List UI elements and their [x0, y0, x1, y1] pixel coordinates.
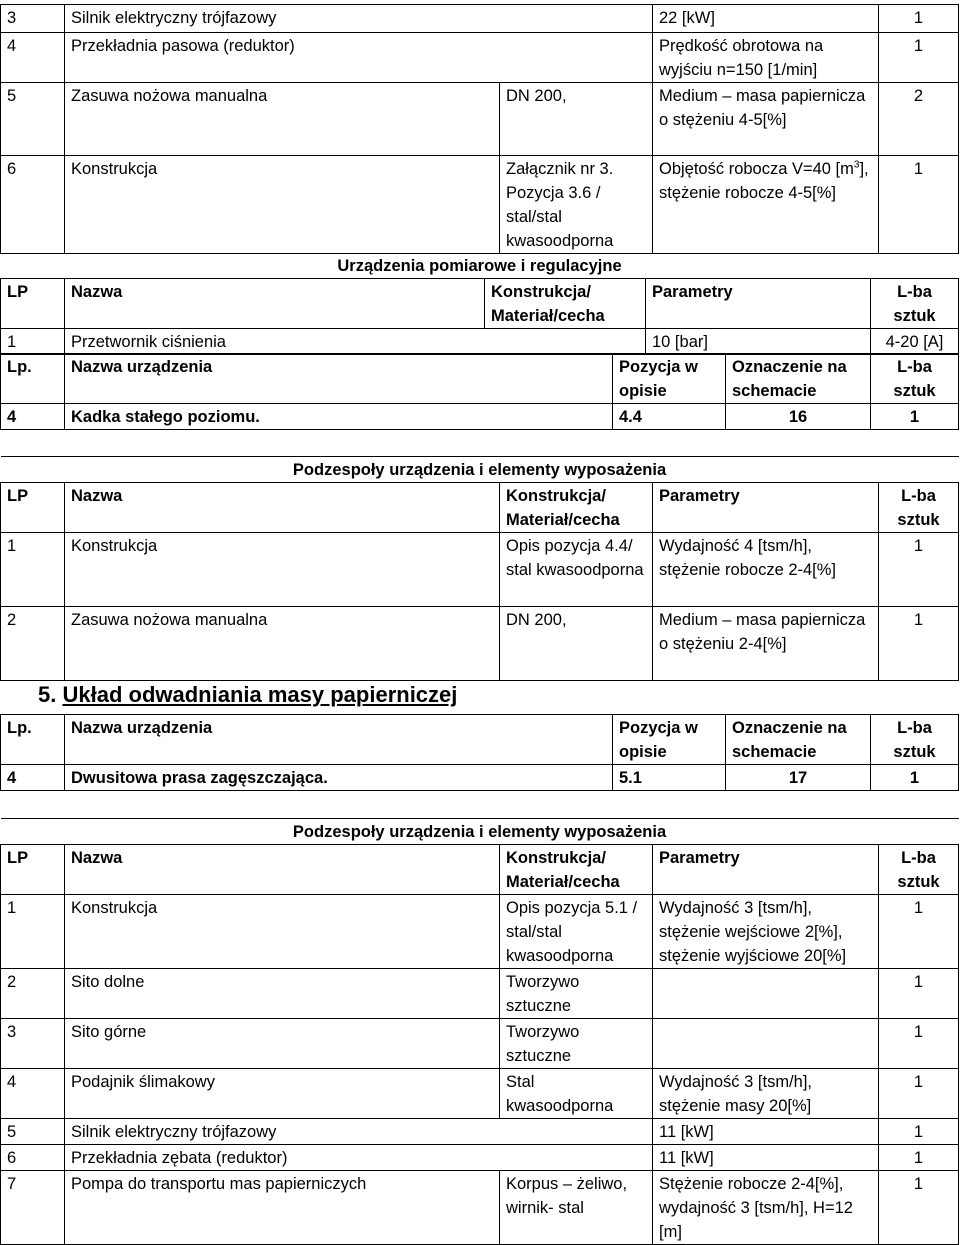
row-param: 11 [kW]	[653, 1119, 879, 1145]
row-material: Tworzywo sztuczne	[500, 1019, 653, 1069]
table-header	[1, 845, 959, 895]
row-lp: 4	[1, 404, 65, 430]
row-param: Wydajność 3 [tsm/h], stężenie wejściowe 2[%], stężenie wyjściowe 20[%]	[653, 895, 879, 969]
row-qty: 1	[879, 1069, 959, 1119]
row-position: 5.1	[613, 765, 726, 791]
row-lp: 2	[1, 607, 65, 681]
section-title: Układ odwadniania masy papierniczej	[62, 682, 458, 707]
row-mark: 16	[726, 404, 871, 430]
col-qty: L-ba sztuk	[871, 715, 959, 765]
table-row	[1, 404, 959, 430]
row-lp: 4	[1, 765, 65, 791]
col-material: Konstrukcja/ Materiał/cecha	[500, 483, 653, 533]
row-name: Przekładnia zębata (reduktor)	[65, 1145, 653, 1171]
col-lp: LP	[1, 845, 65, 895]
table-row	[1, 895, 959, 969]
row-material: Załącznik nr 3. Pozycja 3.6 / stal/stal kwasoodporna	[500, 156, 653, 254]
row-qty: 1	[879, 156, 959, 254]
col-mark: Oznaczenie na schemacie	[726, 354, 871, 404]
section-title: Podzespoły urządzenia i elementy wyposażenia	[1, 457, 959, 483]
row-param: Medium – masa papiernicza o stężeniu 4-5[%]	[653, 83, 879, 156]
row-lp: 6	[1, 156, 65, 254]
row-mark: 17	[726, 765, 871, 791]
table-header	[1, 354, 959, 404]
row-qty: 1	[879, 1171, 959, 1245]
table-row	[1, 1019, 959, 1069]
col-qty: L-ba sztuk	[879, 483, 959, 533]
col-material: Konstrukcja/ Materiał/cecha	[500, 845, 653, 895]
row-name: Konstrukcja	[65, 533, 500, 607]
col-device-name: Nazwa urządzenia	[65, 354, 613, 404]
row-device-name: Dwusitowa prasa zagęszczająca.	[65, 765, 613, 791]
row-param: Wydajność 3 [tsm/h], stężenie masy 20[%]	[653, 1069, 879, 1119]
table-header	[1, 715, 959, 765]
subcomponents-table-2	[0, 818, 958, 1245]
table-header	[1, 483, 959, 533]
table-row	[1, 533, 959, 607]
row-lp: 5	[1, 83, 65, 156]
row-param: Wydajność 4 [tsm/h], stężenie robocze 2-4[%]	[653, 533, 879, 607]
row-qty: 1	[879, 1145, 959, 1171]
row-name: Konstrukcja	[65, 156, 500, 254]
table-row	[1, 1171, 959, 1245]
row-name: Konstrukcja	[65, 895, 500, 969]
section-title: Podzespoły urządzenia i elementy wyposażenia	[1, 819, 959, 845]
col-name: Nazwa	[65, 845, 500, 895]
row-material: Stal kwasoodporna	[500, 1069, 653, 1119]
device-table-2	[0, 714, 958, 791]
row-lp: 6	[1, 1145, 65, 1171]
row-lp: 2	[1, 969, 65, 1019]
table-row	[1, 1069, 959, 1119]
col-lp: Lp.	[1, 354, 65, 404]
table-row	[1, 329, 959, 355]
section-heading	[38, 680, 457, 710]
col-lp: LP	[1, 279, 65, 329]
row-material: Korpus – żeliwo, wirnik- stal	[500, 1171, 653, 1245]
row-name: Sito górne	[65, 1019, 500, 1069]
subcomponents-table-1	[0, 456, 958, 681]
row-param: 11 [kW]	[653, 1145, 879, 1171]
col-name: Nazwa	[65, 279, 485, 329]
row-lp: 3	[1, 5, 65, 33]
table-row	[1, 33, 959, 83]
table-row	[1, 1119, 959, 1145]
row-name: Przekładnia pasowa (reduktor)	[65, 33, 653, 83]
row-qty: 1	[879, 1119, 959, 1145]
row-name: Silnik elektryczny trójfazowy	[65, 5, 653, 33]
table-row	[1, 969, 959, 1019]
table-row	[1, 1145, 959, 1171]
col-qty: L-ba sztuk	[871, 279, 959, 329]
row-name: Silnik elektryczny trójfazowy	[65, 1119, 653, 1145]
table-row	[1, 607, 959, 681]
row-material: DN 200,	[500, 83, 653, 156]
row-name: Przetwornik ciśnienia	[65, 329, 646, 355]
row-name: Zasuwa nożowa manualna	[65, 607, 500, 681]
row-lp: 3	[1, 1019, 65, 1069]
row-lp: 1	[1, 533, 65, 607]
row-material: DN 200,	[500, 607, 653, 681]
equipment-table-top	[0, 4, 958, 254]
table-row	[1, 83, 959, 156]
table-row	[1, 5, 959, 33]
col-params: Parametry	[653, 845, 879, 895]
row-qty: 4-20 [A]	[871, 329, 959, 355]
col-position: Pozycja w opisie	[613, 354, 726, 404]
row-lp: 1	[1, 895, 65, 969]
row-qty: 1	[871, 765, 959, 791]
row-lp: 4	[1, 33, 65, 83]
row-name: Podajnik ślimakowy	[65, 1069, 500, 1119]
row-qty: 1	[879, 607, 959, 681]
row-param: 22 [kW]	[653, 5, 879, 33]
row-material: Opis pozycja 5.1 / stal/stal kwasoodporna	[500, 895, 653, 969]
section-title: Urządzenia pomiarowe i regulacyjne	[1, 253, 959, 279]
section-number: 5.	[38, 682, 57, 707]
col-params: Parametry	[646, 279, 871, 329]
row-qty: 1	[879, 5, 959, 33]
col-position: Pozycja w opisie	[613, 715, 726, 765]
row-param: Stężenie robocze 2-4[%], wydajność 3 [tsm/h], H=12 [m]	[653, 1171, 879, 1245]
row-lp: 4	[1, 1069, 65, 1119]
row-qty: 2	[879, 83, 959, 156]
row-name: Zasuwa nożowa manualna	[65, 83, 500, 156]
col-lp: LP	[1, 483, 65, 533]
row-qty: 1	[879, 533, 959, 607]
row-name: Pompa do transportu mas papierniczych	[65, 1171, 500, 1245]
col-mark: Oznaczenie na schemacie	[726, 715, 871, 765]
col-device-name: Nazwa urządzenia	[65, 715, 613, 765]
col-qty: L-ba sztuk	[879, 845, 959, 895]
row-lp: 5	[1, 1119, 65, 1145]
row-position: 4.4	[613, 404, 726, 430]
col-lp: Lp.	[1, 715, 65, 765]
row-qty: 1	[871, 404, 959, 430]
measurement-table	[0, 253, 958, 355]
row-qty: 1	[879, 33, 959, 83]
row-lp: 7	[1, 1171, 65, 1245]
row-param	[653, 969, 879, 1019]
row-material: Tworzywo sztuczne	[500, 969, 653, 1019]
col-material: Konstrukcja/ Materiał/cecha	[485, 279, 646, 329]
row-lp: 1	[1, 329, 65, 355]
table-row	[1, 156, 959, 254]
table-header	[1, 279, 959, 329]
col-params: Parametry	[653, 483, 879, 533]
row-param	[653, 1019, 879, 1069]
row-qty: 1	[879, 895, 959, 969]
table-row	[1, 765, 959, 791]
row-material: Opis pozycja 4.4/ stal kwasoodporna	[500, 533, 653, 607]
row-param: Objętość robocza V=40 $[m^3]$, stężenie robocze 4-5[%]	[653, 156, 879, 254]
col-name: Nazwa	[65, 483, 500, 533]
row-param: Medium – masa papiernicza o stężeniu 2-4[%]	[653, 607, 879, 681]
device-table-1	[0, 353, 958, 430]
row-qty: 1	[879, 969, 959, 1019]
row-param: 10 [bar]	[646, 329, 871, 355]
row-qty: 1	[879, 1019, 959, 1069]
row-device-name: Kadka stałego poziomu.	[65, 404, 613, 430]
row-name: Sito dolne	[65, 969, 500, 1019]
row-param: Prędkość obrotowa na wyjściu n=150 [1/min]	[653, 33, 879, 83]
col-qty: L-ba sztuk	[871, 354, 959, 404]
